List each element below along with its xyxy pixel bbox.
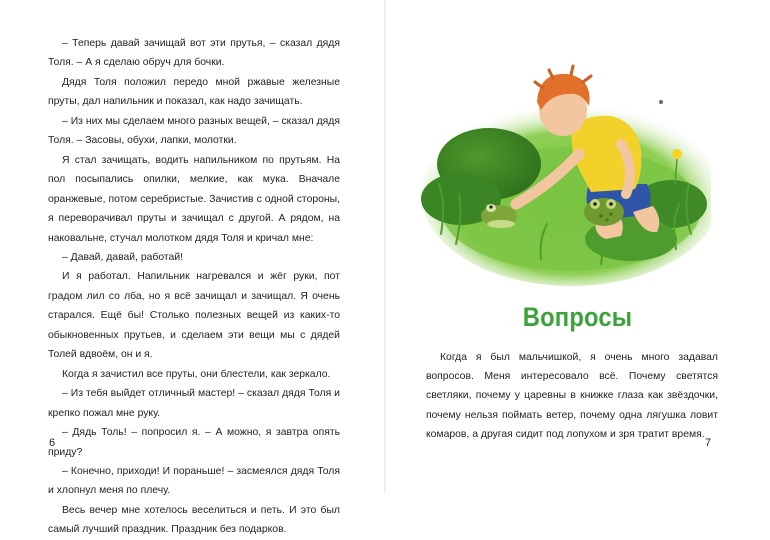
paragraph: И я работал. Напильник нагревался и жёг руки, пот градом лил со лба, но я всё зачищал и зачищал. Я очень старался. Ещё бы! Столько полезных вещей из каких-то обыкновенных прутьев, и сделаем эти вещи мы с дядей Толей вдвоём, он и я. <box>48 271 340 361</box>
paragraph: Когда я был мальчишкой, я очень много задавал вопросов. Меня интересовало всё. Почему светятся светляки, почему у царевны в книжке глаза как звёздочки, почему нельзя поймать ветер, почему одна лягушка ловит комаров, а другая сидит под лопухом и зря тратит время. <box>426 352 718 440</box>
paragraph: Дядя Толя положил передо мной ржавые железные пруты, дал напильник и показал, как надо зачищать. <box>48 76 340 108</box>
right-page <box>385 0 770 493</box>
paragraph: Я стал зачищать, водить напильником по прутьям. На пол посыпались опилки, мелкие, как мука. Вначале оранжевые, потом серебристые. Зачистив с одной стороны, я переворачивал пруты и зачищал с другой. А рядом, на наковальне, стучал молотком дядя Толя и кричал мне: <box>48 154 340 244</box>
left-page <box>0 0 385 536</box>
paragraph: Весь вечер мне хотелось веселиться и петь. И это был самый лучший праздник. Праздник без подарков. <box>48 504 340 536</box>
paragraph: – Из них мы сделаем много разных вещей, – сказал дядя Толя. – Засовы, обухи, лапки, молотки. <box>48 115 340 147</box>
page-number-left: 6 <box>49 437 56 449</box>
paragraph: – Теперь давай зачищай вот эти прутья, – сказал дядя Толя. – А я сделаю обруч для бочки. <box>48 38 340 69</box>
page-number-right: 7 <box>705 437 712 449</box>
paragraph: – Конечно, приходи! И пораньше! – засмеялся дядя Толя и хлопнул меня по плечу. <box>48 465 340 497</box>
left-text-column <box>48 34 340 540</box>
section-heading: Вопросы <box>522 302 633 332</box>
boy-with-frogs-illustration <box>421 44 711 289</box>
paragraph: – Давай, давай, работай! <box>62 251 184 263</box>
paragraph: Когда я зачистил все пруты, они блестели, как зеркало. <box>62 368 331 380</box>
paragraph: – Дядь Толь! – попросил я. – А можно, я завтра опять приду? <box>48 427 340 458</box>
right-text-column <box>426 348 718 444</box>
paragraph: – Из тебя выйдет отличный мастер! – сказал дядя Толя и крепко пожал мне руку. <box>48 388 340 419</box>
